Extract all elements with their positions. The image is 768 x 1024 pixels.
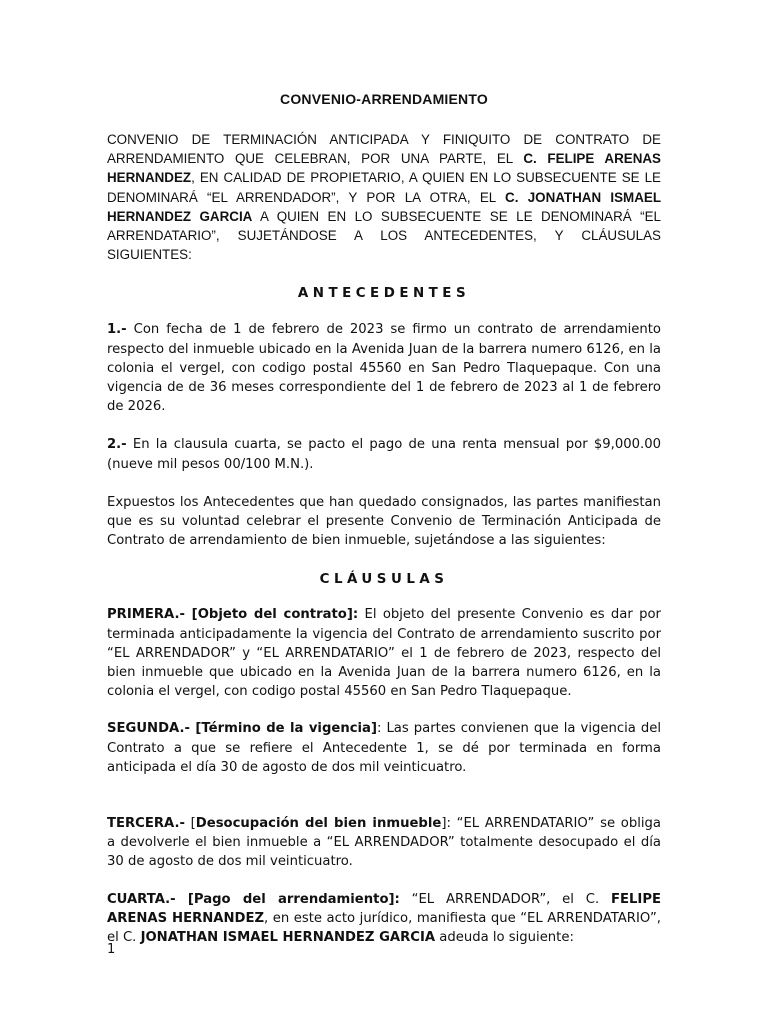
clausula-cuarta-text-3: adeuda lo siguiente:	[435, 930, 574, 946]
clausula-cuarta	[107, 890, 661, 948]
arrendador-name: C. FELIPE ARENAS HERNANDEZ	[107, 151, 661, 186]
clausula-primera	[107, 605, 661, 701]
clausula-primera-heading: PRIMERA.- [Objeto del contrato]:	[107, 607, 359, 623]
antecedente-2-text: En la clausula cuarta, se pacto el pago de una renta mensual por $9,000.00 (nueve mil pesos 00/100 M.N.).	[107, 437, 661, 472]
document-title: CONVENIO-ARRENDAMIENTO	[280, 91, 488, 107]
clausula-cuarta-text-2: , en este acto jurídico, manifiesta que “EL ARRENDATARIO”, el C.	[107, 910, 662, 946]
clausula-cuarta-heading: CUARTA.- [Pago del arrendamiento]:	[107, 891, 400, 907]
antecedentes-heading: ANTECEDENTES	[297, 286, 471, 302]
clausula-tercera-heading-a: TERCERA.-	[107, 816, 185, 832]
antecedente-1-text: Con fecha de 1 de febrero de 2023 se firmo un contrato de arrendamiento respecto del inmueble ubicado en la Avenida Juan de la barrera numero 6126, en la colonia el vergel, con codigo postal 45560 en San Pedro Tlaquepaque. Con una vigencia de de 36 meses correspondiente del 1 de febrero de 2023 al 1 de febrero de 2026.	[107, 322, 661, 415]
intro-paragraph	[107, 130, 661, 264]
intro-text-2: , EN CALIDAD DE PROPIETARIO, A QUIEN EN LO SUBSECUENTE SE LE DENOMINARÁ “EL ARRENDADOR”, Y POR LA OTRA, EL	[107, 170, 661, 205]
intro-text-1: CONVENIO DE TERMINACIÓN ANTICIPADA Y FINIQUITO DE CONTRATO DE ARRENDAMIENTO QUE CELEBRAN, POR UNA PARTE, EL	[107, 132, 661, 167]
arrendatario-name: C. JONATHAN ISMAEL HERNANDEZ GARCIA	[107, 189, 661, 224]
clausula-cuarta-name-1: FELIPE ARENAS HERNANDEZ	[107, 891, 662, 926]
clausula-cuarta-name-2: JONATHAN ISMAEL HERNANDEZ GARCIA	[140, 930, 436, 946]
clausula-tercera-heading-b: Desocupación del bien inmueble	[195, 816, 442, 832]
antecedente-1	[107, 320, 661, 416]
page-number: 1	[107, 942, 116, 957]
expuestos-paragraph: Expuestos los Antecedentes que han quedado consignados, las partes manifiestan que es su voluntad celebrar el presente Convenio de Terminación Anticipada de Contrato de arrendamiento de bien inmueble, sujetándose a las siguientes:	[107, 494, 661, 549]
clausula-segunda	[107, 719, 661, 777]
antecedente-2	[107, 435, 661, 473]
antecedente-2-number: 2.-	[107, 437, 127, 453]
clausula-segunda-heading: SEGUNDA.- [Término de la vigencia]	[107, 721, 377, 737]
clausula-tercera-bracket-close: ]	[441, 816, 447, 832]
clausula-cuarta-text-1: “EL ARRENDADOR”, el C.	[399, 891, 611, 907]
clausulas-heading: CLÁUSULAS	[319, 572, 449, 588]
intro-text-3: A QUIEN EN LO SUBSECUENTE SE LE DENOMINARÁ “EL ARRENDATARIO”, SUJETÁNDOSE A LOS ANTECEDENTES, Y CLÁUSULAS SIGUIENTES:	[107, 208, 662, 263]
clausula-segunda-text: : Las partes convienen que la vigencia del Contrato a que se refiere el Antecedente 1, se dé por terminada en forma anticipada el día 30 de agosto de dos mil veinticuatro.	[107, 721, 661, 775]
clausula-tercera	[107, 814, 661, 872]
clausula-tercera-text: : “EL ARRENDATARIO” se obliga a devolverle el bien inmueble a “EL ARRENDADOR” totalmente desocupado el día 30 de agosto de dos mil veinticuatro.	[107, 816, 661, 870]
antecedente-1-number: 1.-	[107, 322, 127, 338]
clausula-primera-text: El objeto del presente Convenio es dar por terminada anticipadamente la vigencia del Contrato de arrendamiento suscrito por “EL ARRENDADOR” y “EL ARRENDATARIO” el 1 de febrero de 2023, respecto del bien inmueble que ubicado en la Avenida Juan de la barrera numero 6126, en la colonia el vergel, con codigo postal 45560 en San Pedro Tlaquepaque.	[107, 607, 661, 700]
clausula-tercera-bracket-open: [	[184, 816, 196, 832]
